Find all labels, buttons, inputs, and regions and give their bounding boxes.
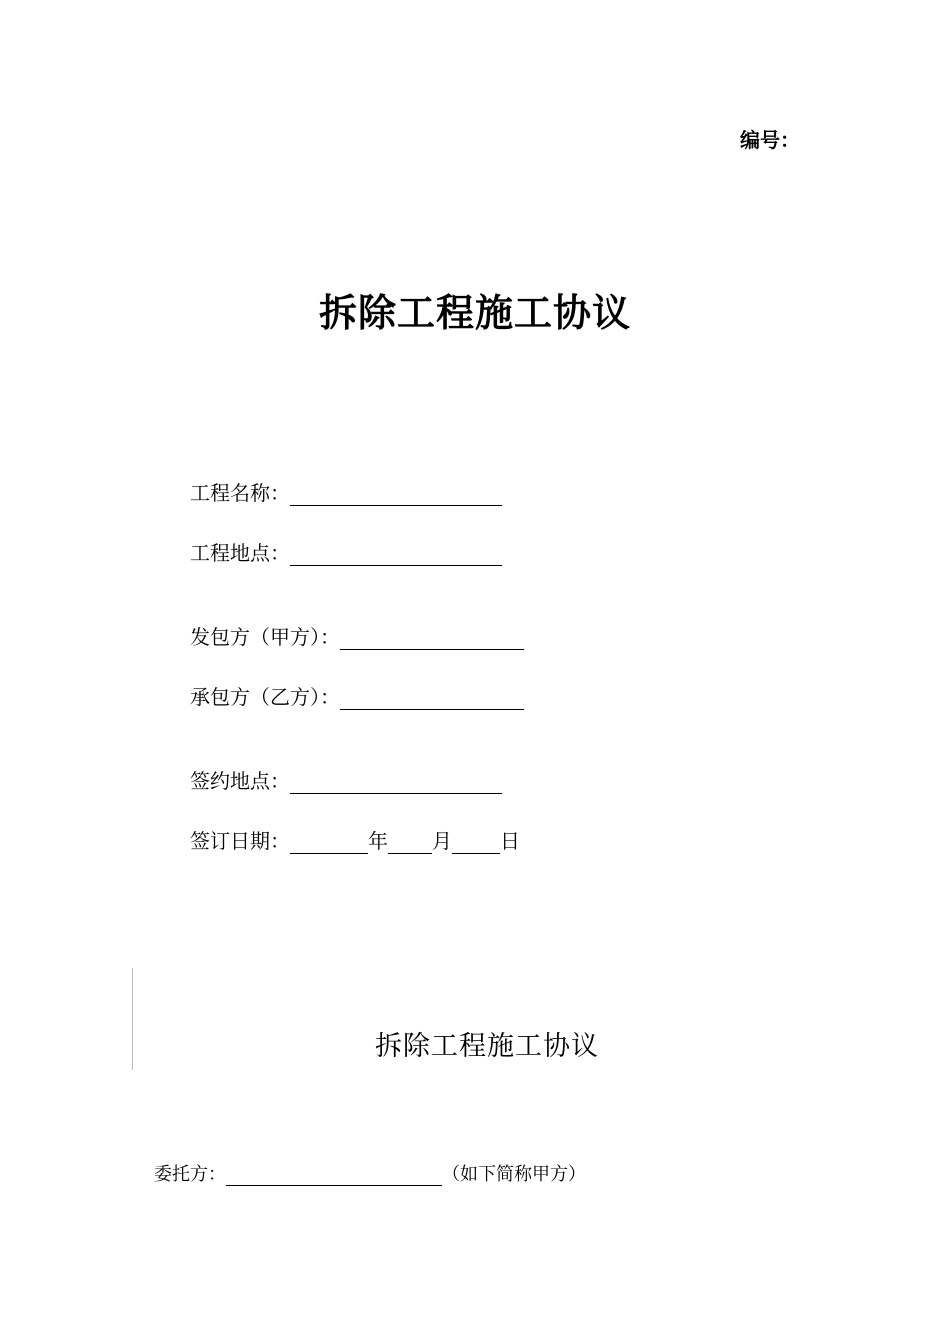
signing-place-row <box>190 765 502 794</box>
year-unit: 年 <box>368 829 388 853</box>
party-a-blank <box>340 627 524 650</box>
year-blank <box>290 831 368 854</box>
cover-title: 拆除工程施工协议 <box>318 291 631 335</box>
month-unit: 月 <box>432 829 452 853</box>
day-unit: 日 <box>500 829 520 853</box>
project-name-blank <box>290 483 502 506</box>
party-b-label: 承包方（乙方）： <box>190 685 340 709</box>
page-margin-divider <box>132 968 133 1070</box>
project-name-row <box>190 477 502 506</box>
client-suffix: （如下简称甲方） <box>442 1164 586 1185</box>
party-a-label: 发包方（甲方）： <box>190 625 340 649</box>
signing-place-label: 签约地点： <box>190 769 290 793</box>
project-location-label: 工程地点： <box>190 541 290 565</box>
party-b-blank <box>340 687 524 710</box>
party-b-row <box>190 681 524 710</box>
project-location-row <box>190 537 502 566</box>
project-name-label: 工程名称： <box>190 481 290 505</box>
month-blank <box>388 831 432 854</box>
body-title: 拆除工程施工协议 <box>375 1031 599 1062</box>
signing-place-blank <box>290 771 502 794</box>
client-blank <box>226 1165 442 1186</box>
party-a-row <box>190 621 524 650</box>
signing-date-label: 签订日期： <box>190 829 290 853</box>
signing-date-row <box>190 825 520 854</box>
serial-number-label: 编号： <box>740 128 800 152</box>
day-blank <box>452 831 500 854</box>
client-label: 委托方： <box>154 1164 226 1185</box>
project-location-blank <box>290 543 502 566</box>
client-row <box>154 1160 586 1186</box>
